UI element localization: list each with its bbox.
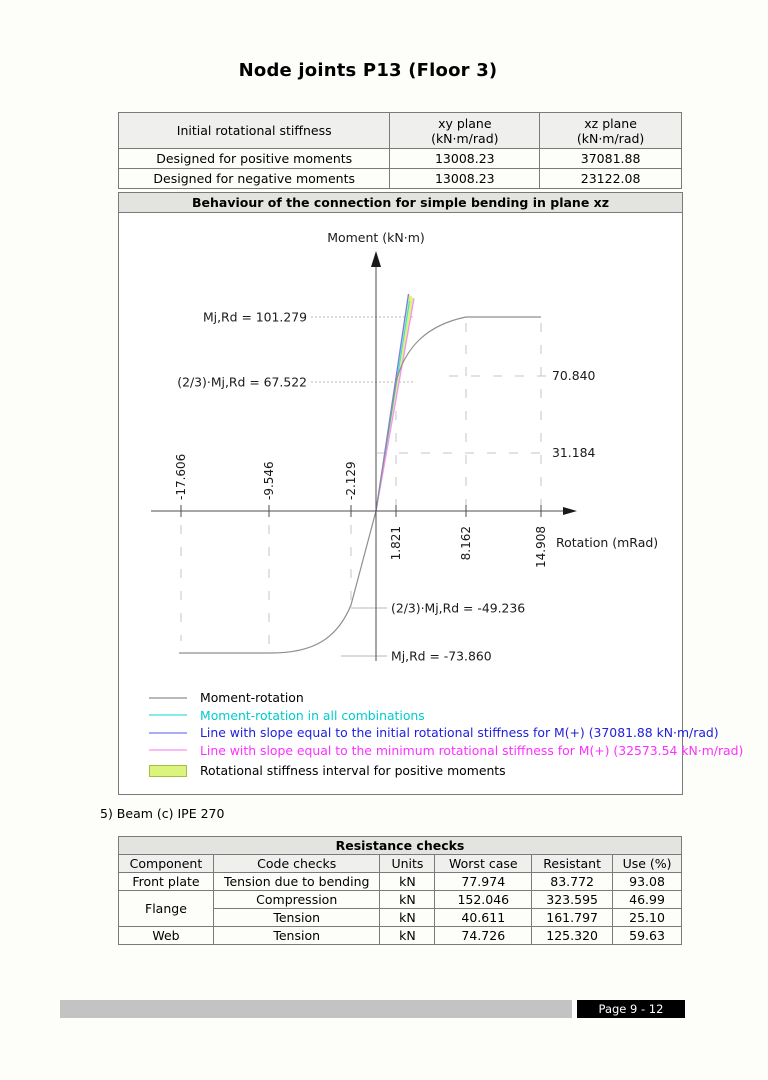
svg-text:-9.546: -9.546 xyxy=(262,461,276,500)
legend-item-all-combinations: Moment-rotation in all combinations xyxy=(149,707,743,725)
right-upper-label: 70.840 xyxy=(552,368,596,383)
stiffness-table xyxy=(118,112,682,189)
beam-heading: 5) Beam (c) IPE 270 xyxy=(100,806,225,821)
x-axis-label: Rotation (mRad) xyxy=(556,535,659,550)
table-row: Web Tension kN 74.726 125.320 59.63 xyxy=(119,927,682,945)
table-row: Designed for positive moments 13008.23 37081.88 xyxy=(119,149,682,169)
resistance-table-title: Resistance checks xyxy=(119,837,682,855)
y-axis-arrow xyxy=(371,251,381,267)
svg-text:14.908: 14.908 xyxy=(534,526,548,568)
legend-item-minimum-stiffness: Line with slope equal to the minimum rotational stiffness for M(+) (32573.54 kN·m/rad) xyxy=(149,742,743,760)
y-axis-label: Moment (kN·m) xyxy=(327,230,425,245)
moment-rotation-chart xyxy=(119,213,681,708)
mjrd-neg-label: Mj,Rd = -73.860 xyxy=(391,648,492,664)
legend-line-sample xyxy=(149,748,187,752)
page-title: Node joints P13 (Floor 3) xyxy=(238,60,498,81)
resistance-header-row: Component Code checks Units Worst case Resistant Use (%) xyxy=(119,855,682,873)
legend-item-moment-rotation: Moment-rotation xyxy=(149,689,743,707)
stiffness-header-xz: xz plane (kN·m/rad) xyxy=(540,113,682,149)
table-row: Flange Compression kN 152.046 323.595 46.99 xyxy=(119,891,682,909)
right-lower-label: 31.184 xyxy=(552,445,596,460)
svg-text:1.821: 1.821 xyxy=(389,526,403,561)
legend-line-sample xyxy=(149,696,187,700)
stiffness-header-label: Initial rotational stiffness xyxy=(119,113,390,149)
legend-line-sample xyxy=(149,713,187,717)
x-axis-arrow xyxy=(563,507,577,515)
stiffness-header-xy: xy plane (kN·m/rad) xyxy=(390,113,540,149)
table-row: Tension kN 40.611 161.797 25.10 xyxy=(119,909,682,927)
footer-page-label: Page 9 - 12 xyxy=(577,1000,685,1018)
footer-bar xyxy=(60,1000,572,1018)
table-row: Front plate Tension due to bending kN 77.974 83.772 93.08 xyxy=(119,873,682,891)
svg-text:8.162: 8.162 xyxy=(459,526,473,561)
resistance-table xyxy=(118,836,682,945)
chart-title: Behaviour of the connection for simple bending in plane xz xyxy=(119,193,682,213)
mjrd-pos-label: Mj,Rd = 101.279 xyxy=(202,309,307,325)
legend-item-initial-stiffness: Line with slope equal to the initial rotational stiffness for M(+) (37081.88 kN·m/rad) xyxy=(149,724,743,742)
two-thirds-pos-label: (2/3)·Mj,Rd = 67.522 xyxy=(177,374,307,390)
svg-text:-2.129: -2.129 xyxy=(344,461,358,500)
legend-item-stiffness-interval: Rotational stiffness interval for positive moments xyxy=(149,762,743,780)
svg-text:-17.606: -17.606 xyxy=(174,453,188,500)
legend-line-sample xyxy=(149,731,187,735)
minimum-stiffness-line xyxy=(376,299,414,512)
legend-area-sample xyxy=(149,765,187,777)
chart-panel xyxy=(118,192,744,795)
chart-legend xyxy=(149,689,743,780)
two-thirds-neg-label: (2/3)·Mj,Rd = -49.236 xyxy=(391,600,526,616)
table-row: Designed for negative moments 13008.23 23122.08 xyxy=(119,169,682,189)
